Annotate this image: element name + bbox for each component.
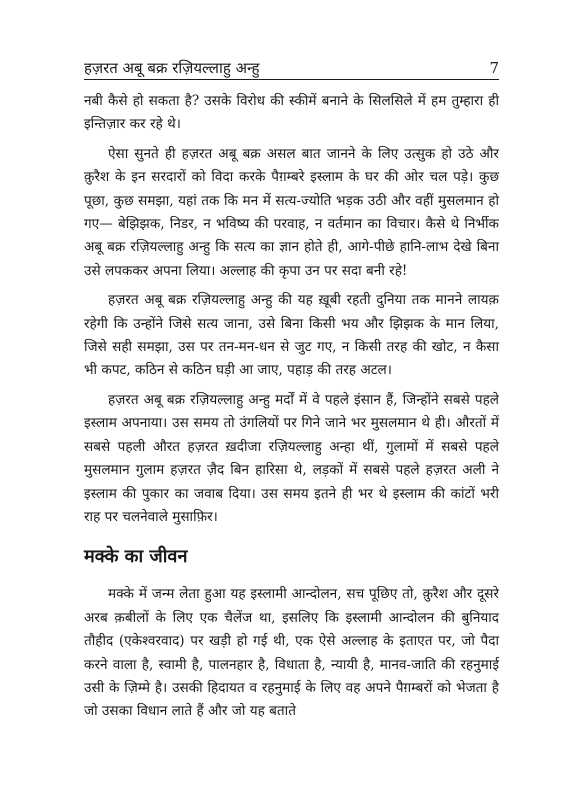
running-header (84, 58, 499, 80)
paragraph: हज़रत अबू बक्र रज़ियल्लाहु अन्हु मर्दों में वे पहले इंसान हैं, जिन्होंने सबसे पहले इस्लाम अपनाया। उस समय तो उंगलियों पर गिने जाने भर मुसलमान थे ही। औरतों में सबसे पहली औरत हज़रत ख़दीजा रज़ियल्लाहु अन्हा थीं, गुलामों में सबसे पहले मुसलमान गुलाम हज़रत ज़ैद बिन हारिसा थे, लड़कों में सबसे पहले हज़रत अली ने इस्लाम की पुकार का जवाब दिया। उस समय इतने ही भर थे इस्लाम की कांटों भरी राह पर चलनेवाले मुसाफ़िर। (84, 391, 499, 525)
paragraph: ऐसा सुनते ही हज़रत अबू बक्र असल बात जानने के लिए उत्सुक हो उठे और क़ुरैश के इन सरदारों को विदा करके पैग़म्बरे इस्लाम के घर की ओर चल पड़े। कुछ पूछा, कुछ समझा, यहां तक कि मन में सत्य-ज्योति भड़क उठी और वहीं मुसलमान हो गए— बेझिझक, निडर, न भविष्य की परवाह, न वर्तमान का विचार। कैसे थे निर्भीक अबू बक्र रज़ियल्लाहु अन्हु कि सत्य का ज्ञान होते ही, आगे-पीछे हानि-लाभ देखे बिना उसे लपककर अपना लिया। अल्लाह की कृपा उन पर सदा बनी रहे! (84, 145, 499, 279)
section-paragraph: मक्के में जन्म लेता हुआ यह इस्लामी आन्दोलन, सच पूछिए तो, क़ुरैश और दूसरे अरब क़बीलों के लिए एक चैलेंज था, इसलिए कि इस्लामी आन्दोलन की बुनियाद तौहीद (एकेश्वरवाद) पर खड़ी हो गई थी, एक ऐसे अल्लाह के इताएत पर, जो पैदा करने वाला है, स्वामी है, पालनहार है, विधाता है, न्यायी है, मानव-जाति की रहनुमाई उसी के ज़िम्मे है। उसकी हिदायत व रहनुमाई के लिए वह अपने पैग़म्बरों को भेजता है जो उसका विधान लाते हैं और जो यह बताते (84, 586, 499, 720)
paragraph: हज़रत अबू बक्र रज़ियल्लाहु अन्हु की यह ख़ूबी रहती दुनिया तक मानने लायक़ रहेगी कि उन्होंने जिसे सत्य जाना, उसे बिना किसी भय और झिझक के मान लिया, जिसे सही समझा, उस पर तन-मन-धन से जुट गए, न किसी तरह की खोट, न कैसा भी कपट, कठिन से कठिन घड़ी आ जाए, पहाड़ की तरह अटल। (84, 292, 499, 379)
page-number: 7 (489, 59, 499, 77)
section-heading: मक्के का जीवन (84, 546, 188, 568)
running-header-title: हज़रत अबू बक्र रज़ियल्लाहु अन्हु (84, 59, 260, 77)
body-text (84, 90, 499, 730)
paragraph-continued: नबी कैसे हो सकता है? उसके विरोध की स्कीमें बनाने के सिलसिले में हम तुम्हारा ही इन्तिज़ार कर रहे थे। (84, 93, 499, 133)
